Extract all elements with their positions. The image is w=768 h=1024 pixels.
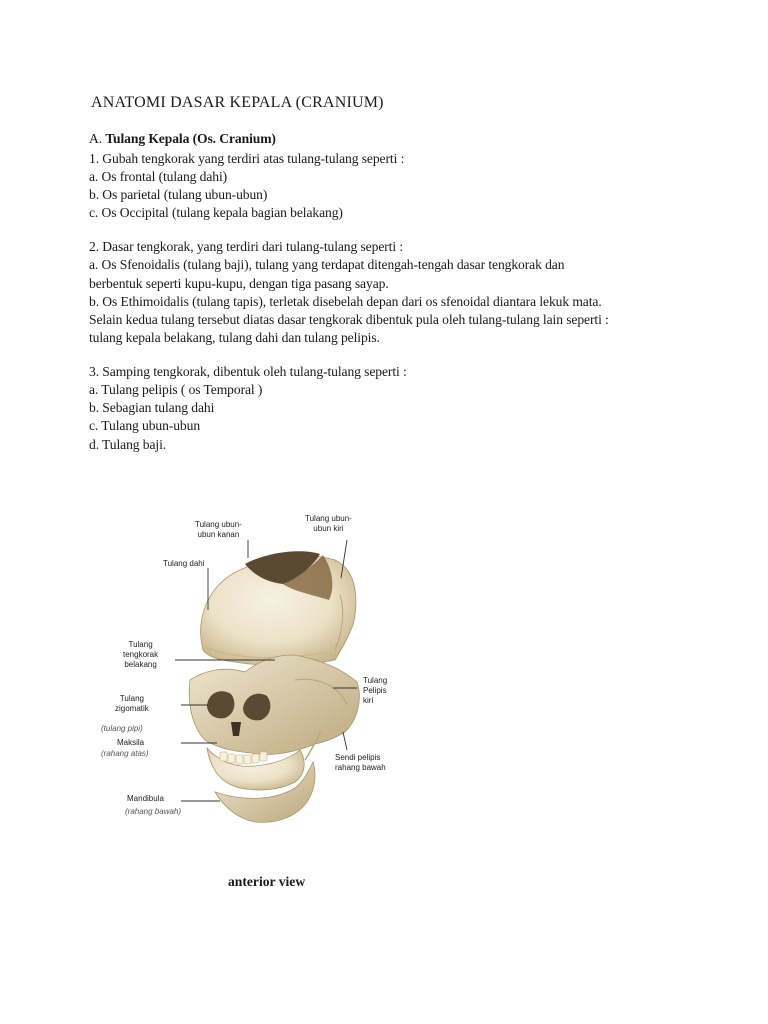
section-a-title: Tulang Kepala (Os. Cranium) bbox=[105, 131, 276, 146]
label-tulang-dahi: Tulang dahi bbox=[163, 559, 205, 568]
text-line: 2. Dasar tengkorak, yang terdiri dari tulang-tulang seperti : bbox=[89, 239, 404, 254]
label-tulang-ubun-kiri: Tulang ubun- ubun kiri bbox=[305, 514, 352, 533]
label-rahang-atas: (rahang atas) bbox=[101, 749, 149, 758]
label-tulang-tengkorak-belakang: Tulang tengkorak belakang bbox=[123, 640, 159, 669]
label-rahang-bawah: (rahang bawah) bbox=[125, 807, 182, 816]
section-a-heading bbox=[89, 131, 276, 147]
page-title: ANATOMI DASAR KEPALA (CRANIUM) bbox=[91, 94, 384, 111]
text-line: 3. Samping tengkorak, dibentuk oleh tulang-tulang seperti : bbox=[89, 364, 407, 379]
text-line: berbentuk seperti kupu-kupu, dengan tiga pasang sayap. bbox=[89, 276, 389, 291]
label-maksila: Maksila bbox=[117, 738, 145, 747]
text-line: b. Os Ethimoidalis (tulang tapis), terletak disebelah depan dari os sfenoidal diantara lekuk mata. bbox=[89, 294, 602, 309]
text-line: Selain kedua tulang tersebut diatas dasar tengkorak dibentuk pula oleh tulang-tulang lain seperti : bbox=[89, 312, 609, 327]
label-tulang-ubun-kanan: Tulang ubun- ubun kanan bbox=[195, 520, 242, 539]
text-line: b. Os parietal (tulang ubun-ubun) bbox=[89, 187, 268, 202]
text-line: tulang kepala belakang, tulang dahi dan tulang pelipis. bbox=[89, 330, 380, 345]
text-line: a. Os frontal (tulang dahi) bbox=[89, 169, 228, 184]
text-line: c. Tulang ubun-ubun bbox=[89, 418, 201, 433]
label-tulang-pipi: (tulang pipi) bbox=[101, 724, 143, 733]
calvaria bbox=[201, 551, 356, 665]
text-line: 1. Gubah tengkorak yang terdiri atas tulang-tulang seperti : bbox=[89, 151, 405, 166]
label-tulang-zigomatik: Tulang zigomatik bbox=[115, 694, 149, 713]
text-line: a. Tulang pelipis ( os Temporal ) bbox=[89, 382, 263, 397]
label-tulang-pelipis-kiri: Tulang Pelipis kiri bbox=[363, 676, 388, 705]
text-line: b. Sebagian tulang dahi bbox=[89, 400, 215, 415]
section-a-letter: A. bbox=[89, 131, 103, 146]
text-line: c. Os Occipital (tulang kepala bagian belakang) bbox=[89, 205, 343, 220]
figure-caption: anterior view bbox=[228, 874, 306, 889]
text-line: a. Os Sfenoidalis (tulang baji), tulang yang terdapat ditengah-tengah dasar tengkorak dan bbox=[89, 257, 565, 272]
skull-figure bbox=[95, 500, 415, 835]
text-line: d. Tulang baji. bbox=[89, 437, 167, 452]
label-sendi-pelipis: Sendi pelipis rahang bawah bbox=[335, 753, 386, 772]
label-mandibula: Mandibula bbox=[127, 794, 164, 803]
cranium-middle bbox=[189, 655, 359, 754]
